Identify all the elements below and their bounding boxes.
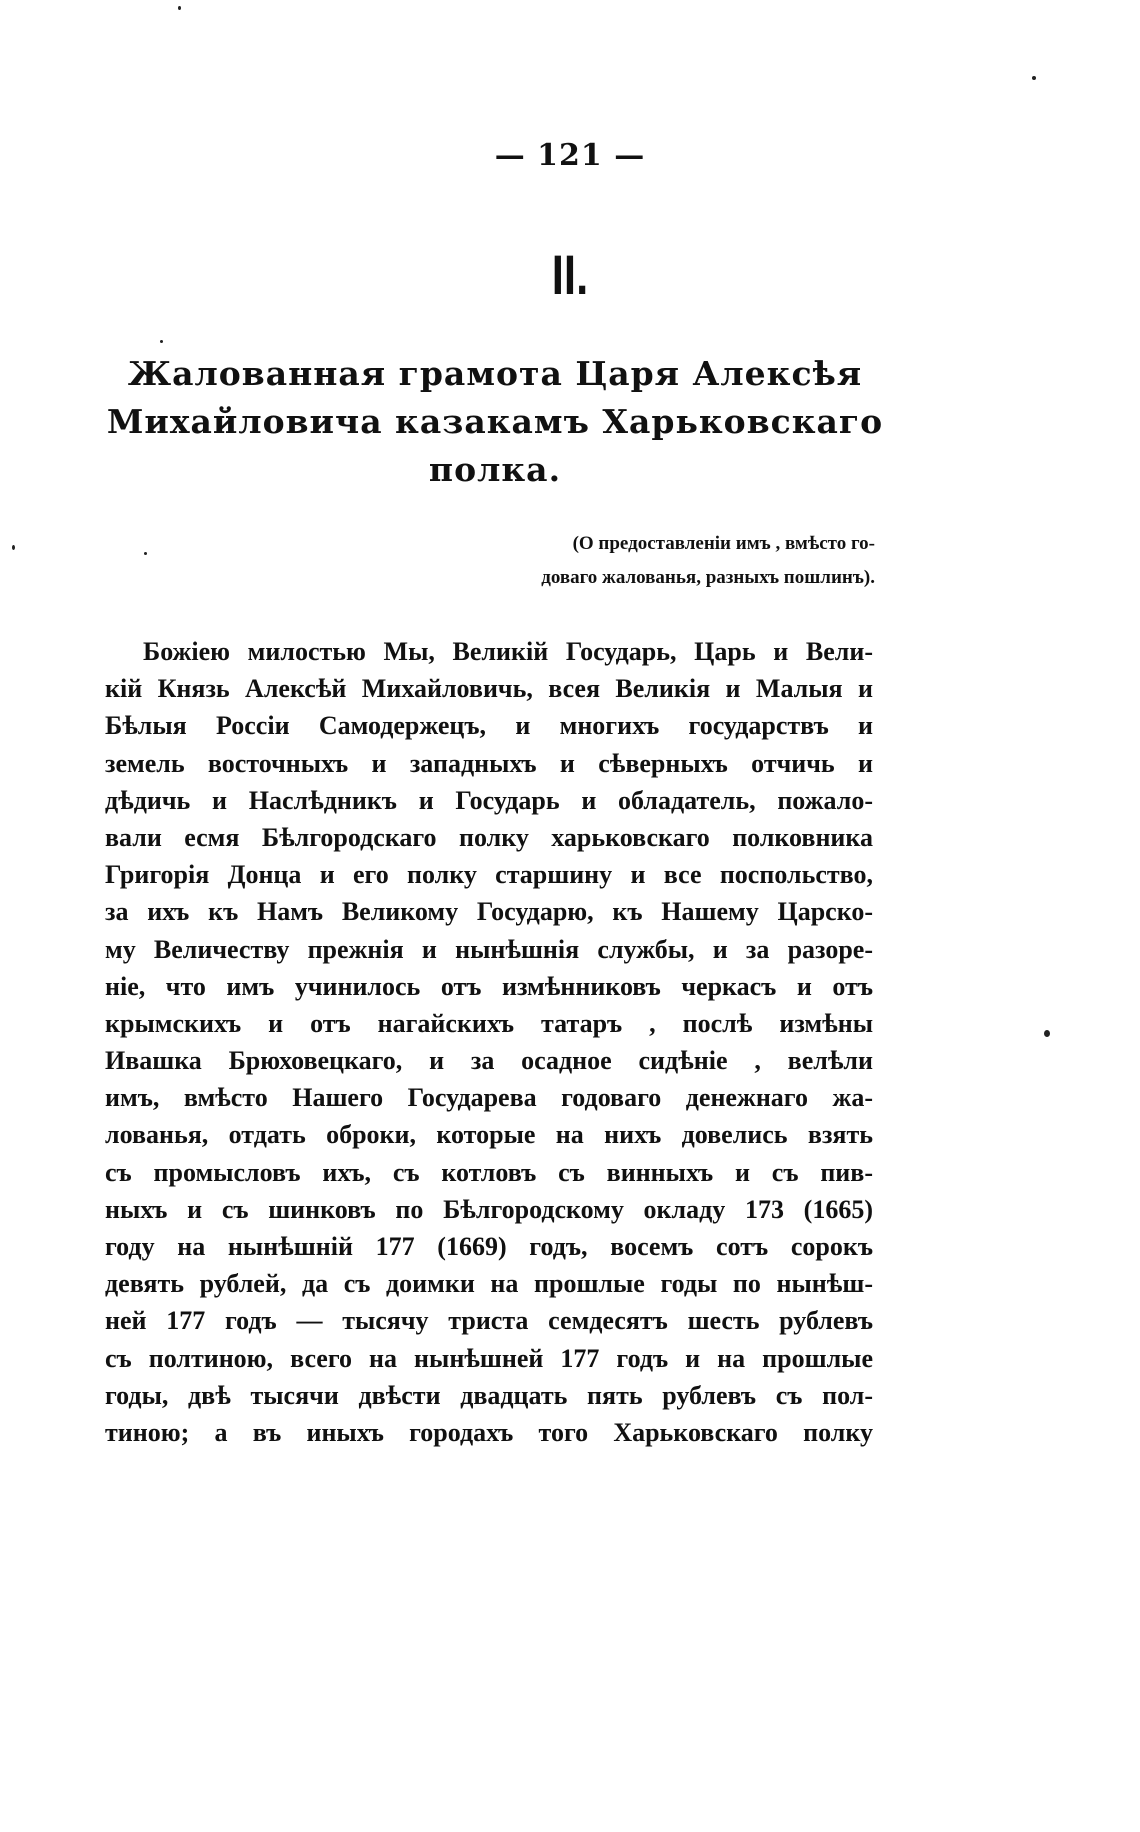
subtitle-line: (О предоставленіи имъ , вмѣсто го- — [572, 533, 875, 554]
body-line: земель восточныхъ и западныхъ и сѣверныхъ отчичь и — [105, 748, 873, 778]
body-line: дѣдичь и Наслѣдникъ и Государь и обладатель, пожало- — [105, 785, 873, 815]
body-line: Божіею милостью Мы, Великій Государь, Царь и Вели- — [143, 637, 873, 666]
body-line: году на нынѣшній 177 (1669) годъ, восемъ сотъ сорокъ — [105, 1232, 873, 1261]
body-line: съ промысловъ ихъ, съ котловъ съ винныхъ и съ пив- — [105, 1157, 873, 1187]
body-line: Бѣлыя Россіи Самодержецъ, и многихъ государствъ и — [105, 711, 873, 741]
document-title — [105, 350, 885, 494]
scan-speck — [144, 552, 147, 555]
body-line: имъ, вмѣсто Нашего Государева годоваго денежнаго жа- — [105, 1083, 873, 1113]
scan-speck — [160, 340, 163, 343]
body-line: ніе, что имъ учинилось отъ измѣнниковъ черкасъ и отъ — [105, 971, 873, 1001]
body-line: девять рублей, да съ доимки на прошлые годы по нынѣш- — [105, 1269, 873, 1299]
body-line: годы, двѣ тысячи двѣсти двадцать пять рублевъ съ пол- — [105, 1380, 873, 1410]
page-number: — 121 — — [494, 138, 646, 173]
body-line: за ихъ къ Намъ Великому Государю, къ Нашему Царско- — [105, 897, 873, 927]
body-text — [105, 633, 873, 1451]
section-numeral: II. — [551, 243, 589, 306]
body-line: съ полтиною, всего на нынѣшней 177 годъ и на прошлые — [105, 1343, 873, 1373]
title-line: Михайловича казакамъ Харьковскаго — [106, 402, 884, 441]
scan-speck — [1044, 1030, 1050, 1037]
body-line: ней 177 годъ — тысячу триста семдесятъ шесть рублевъ — [105, 1306, 873, 1336]
scan-speck — [1032, 76, 1036, 80]
body-line: вали есмя Бѣлгородскаго полку харьковскаго полковника — [105, 822, 873, 852]
body-line: му Величеству прежнія и нынѣшнія службы, и за разоре- — [105, 934, 873, 964]
body-line: кій Князь Алексѣй Михайловичь, всея Великія и Малыя и — [105, 674, 873, 704]
scan-speck — [12, 545, 15, 550]
body-line: Григорія Донца и его полку старшину и все поспольство, — [105, 860, 873, 890]
subtitle-line: доваго жалованья, разныхъ пошлинъ). — [541, 567, 875, 588]
body-line: Ивашка Брюховецкаго, и за осадное сидѣніе , велѣли — [105, 1046, 873, 1076]
body-line: тиною; а въ иныхъ городахъ того Харьковскаго полку — [105, 1417, 873, 1447]
body-line: крымскихъ и отъ нагайскихъ татаръ , послѣ измѣны — [105, 1008, 873, 1038]
title-line: полка. — [428, 450, 562, 489]
body-line: лованья, отдать оброки, которые на нихъ довелись взять — [105, 1120, 873, 1150]
document-subtitle — [455, 527, 875, 595]
scan-speck — [178, 6, 181, 10]
title-line: Жалованная грамота Царя Алексѣя — [127, 354, 863, 393]
body-line: ныхъ и съ шинковъ по Бѣлгородскому окладу 173 (1665) — [105, 1194, 873, 1224]
